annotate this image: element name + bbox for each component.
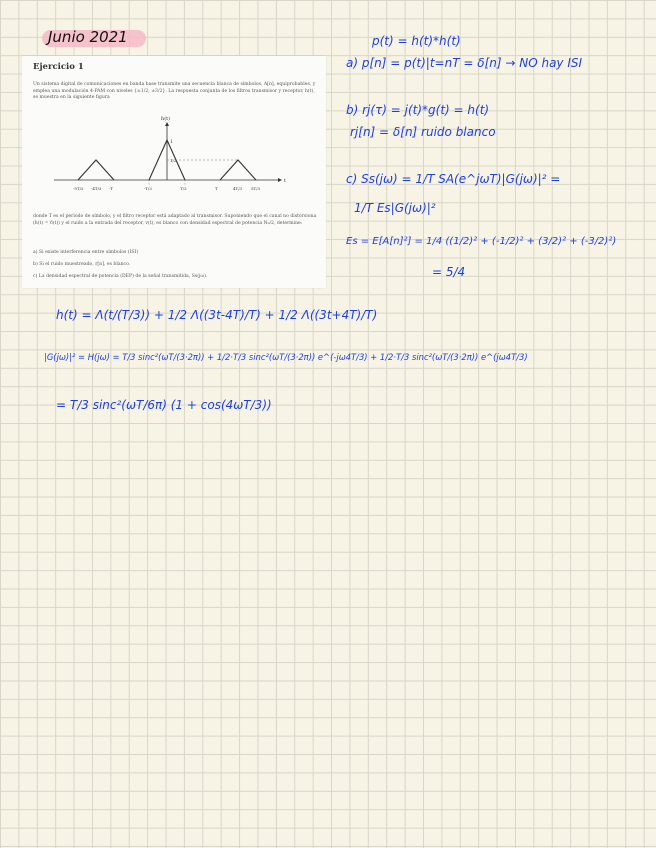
solution-part-c-line1: c) Ss(jω) = 1/T SA(e^jωT)|G(jω)|² = — [346, 172, 561, 186]
x-tick-label: -4T/3 — [91, 186, 102, 191]
y-axis-arrow — [165, 122, 169, 126]
right-triangle — [220, 160, 256, 180]
exercise-paragraph-1: Un sistema digital de comunicaciones en banda base transmite una secuencia blanca de símbolos, A[n], equiprobables, y emplea una modulación 4-PAM con niveles {±1/2, ±3/2}. La respuesta conjunta de los filtros transmisor y receptor, h(t), se muestra en la siguiente figura — [33, 82, 316, 101]
y-tick-half: 1/2 — [170, 158, 177, 163]
page-title: Junio 2021 — [48, 28, 128, 46]
solution-final-expression: = T/3 sinc²(ωT/6π) (1 + cos(4ωT/3)) — [56, 398, 272, 412]
x-tick-label: 4T/3 — [233, 186, 243, 191]
solution-h-expression: h(t) = Λ(t/(T/3)) + 1/2 Λ((3t-4T)/T) + 1/2 Λ((3t+4T)/T) — [56, 308, 378, 322]
solution-energy-line1: Es = E[A[n]²] = 1/4 ((1/2)² + (-1/2)² + (3/2)² + (-3/2)²) — [346, 236, 617, 247]
exercise-statement — [22, 56, 326, 288]
y-tick-1: 1 — [170, 140, 173, 145]
plot-y-label: h(t) — [161, 116, 171, 122]
solution-part-a: a) p[n] = p(t)|t=nT = δ[n] → NO hay ISI — [346, 56, 583, 70]
x-tick-label: -5T/3 — [73, 186, 84, 191]
solution-g-expression: |G(jω)|² = H(jω) = T/3 sinc²(ωT/(3·2π)) + 1/2·T/3 sinc²(ωT/(3·2π)) e^(-jω4T/3) + 1/2·T/3 sinc²(ωT/(3·2π)) e^(jω4T/3) — [44, 352, 528, 362]
plot-x-label: t — [284, 178, 287, 184]
x-tick-label: -T — [109, 186, 113, 191]
exercise-item-a: a) Si existe interferencia entre símbolos (ISI) — [33, 250, 139, 255]
x-tick-label: -T/3 — [144, 186, 152, 191]
x-tick-labels — [73, 186, 261, 191]
x-tick-label: 5T/3 — [251, 186, 261, 191]
exercise-paragraph-2: donde T es el periodo de símbolo, y el filtro receptor está adaptado al transmisor. Suponiendo que el canal no distorsiona (h(t) = δ(t)) y el ruido a la entrada del receptor, v(t), es blanco con densidad espectral de potencia N₀/2, determine: — [33, 214, 317, 226]
x-tick-label: T — [215, 186, 218, 191]
exercise-item-b: b) Si el ruido muestreado, r[n], es blanco. — [33, 262, 131, 267]
x-axis-arrow — [278, 178, 282, 182]
solution-part-b-line2: rj[n] = δ[n] ruido blanco — [350, 125, 496, 139]
solution-part-c-line2: 1/T Es|G(jω)|² — [354, 201, 436, 215]
exercise-item-c: c) La densidad espectral de potencia (DEP) de la señal transmitida, Ss(jω). — [33, 274, 208, 279]
solution-part-b-line1: b) rj(τ) = j(t)*g(t) = h(t) — [346, 103, 490, 117]
left-triangle — [78, 160, 114, 180]
solution-energy-line2: = 5/4 — [432, 265, 466, 279]
x-tick-label: T/3 — [180, 186, 187, 191]
exercise-heading: Ejercicio 1 — [33, 62, 84, 72]
solution-pt-definition: p(t) = h(t)*h(t) — [372, 34, 461, 48]
